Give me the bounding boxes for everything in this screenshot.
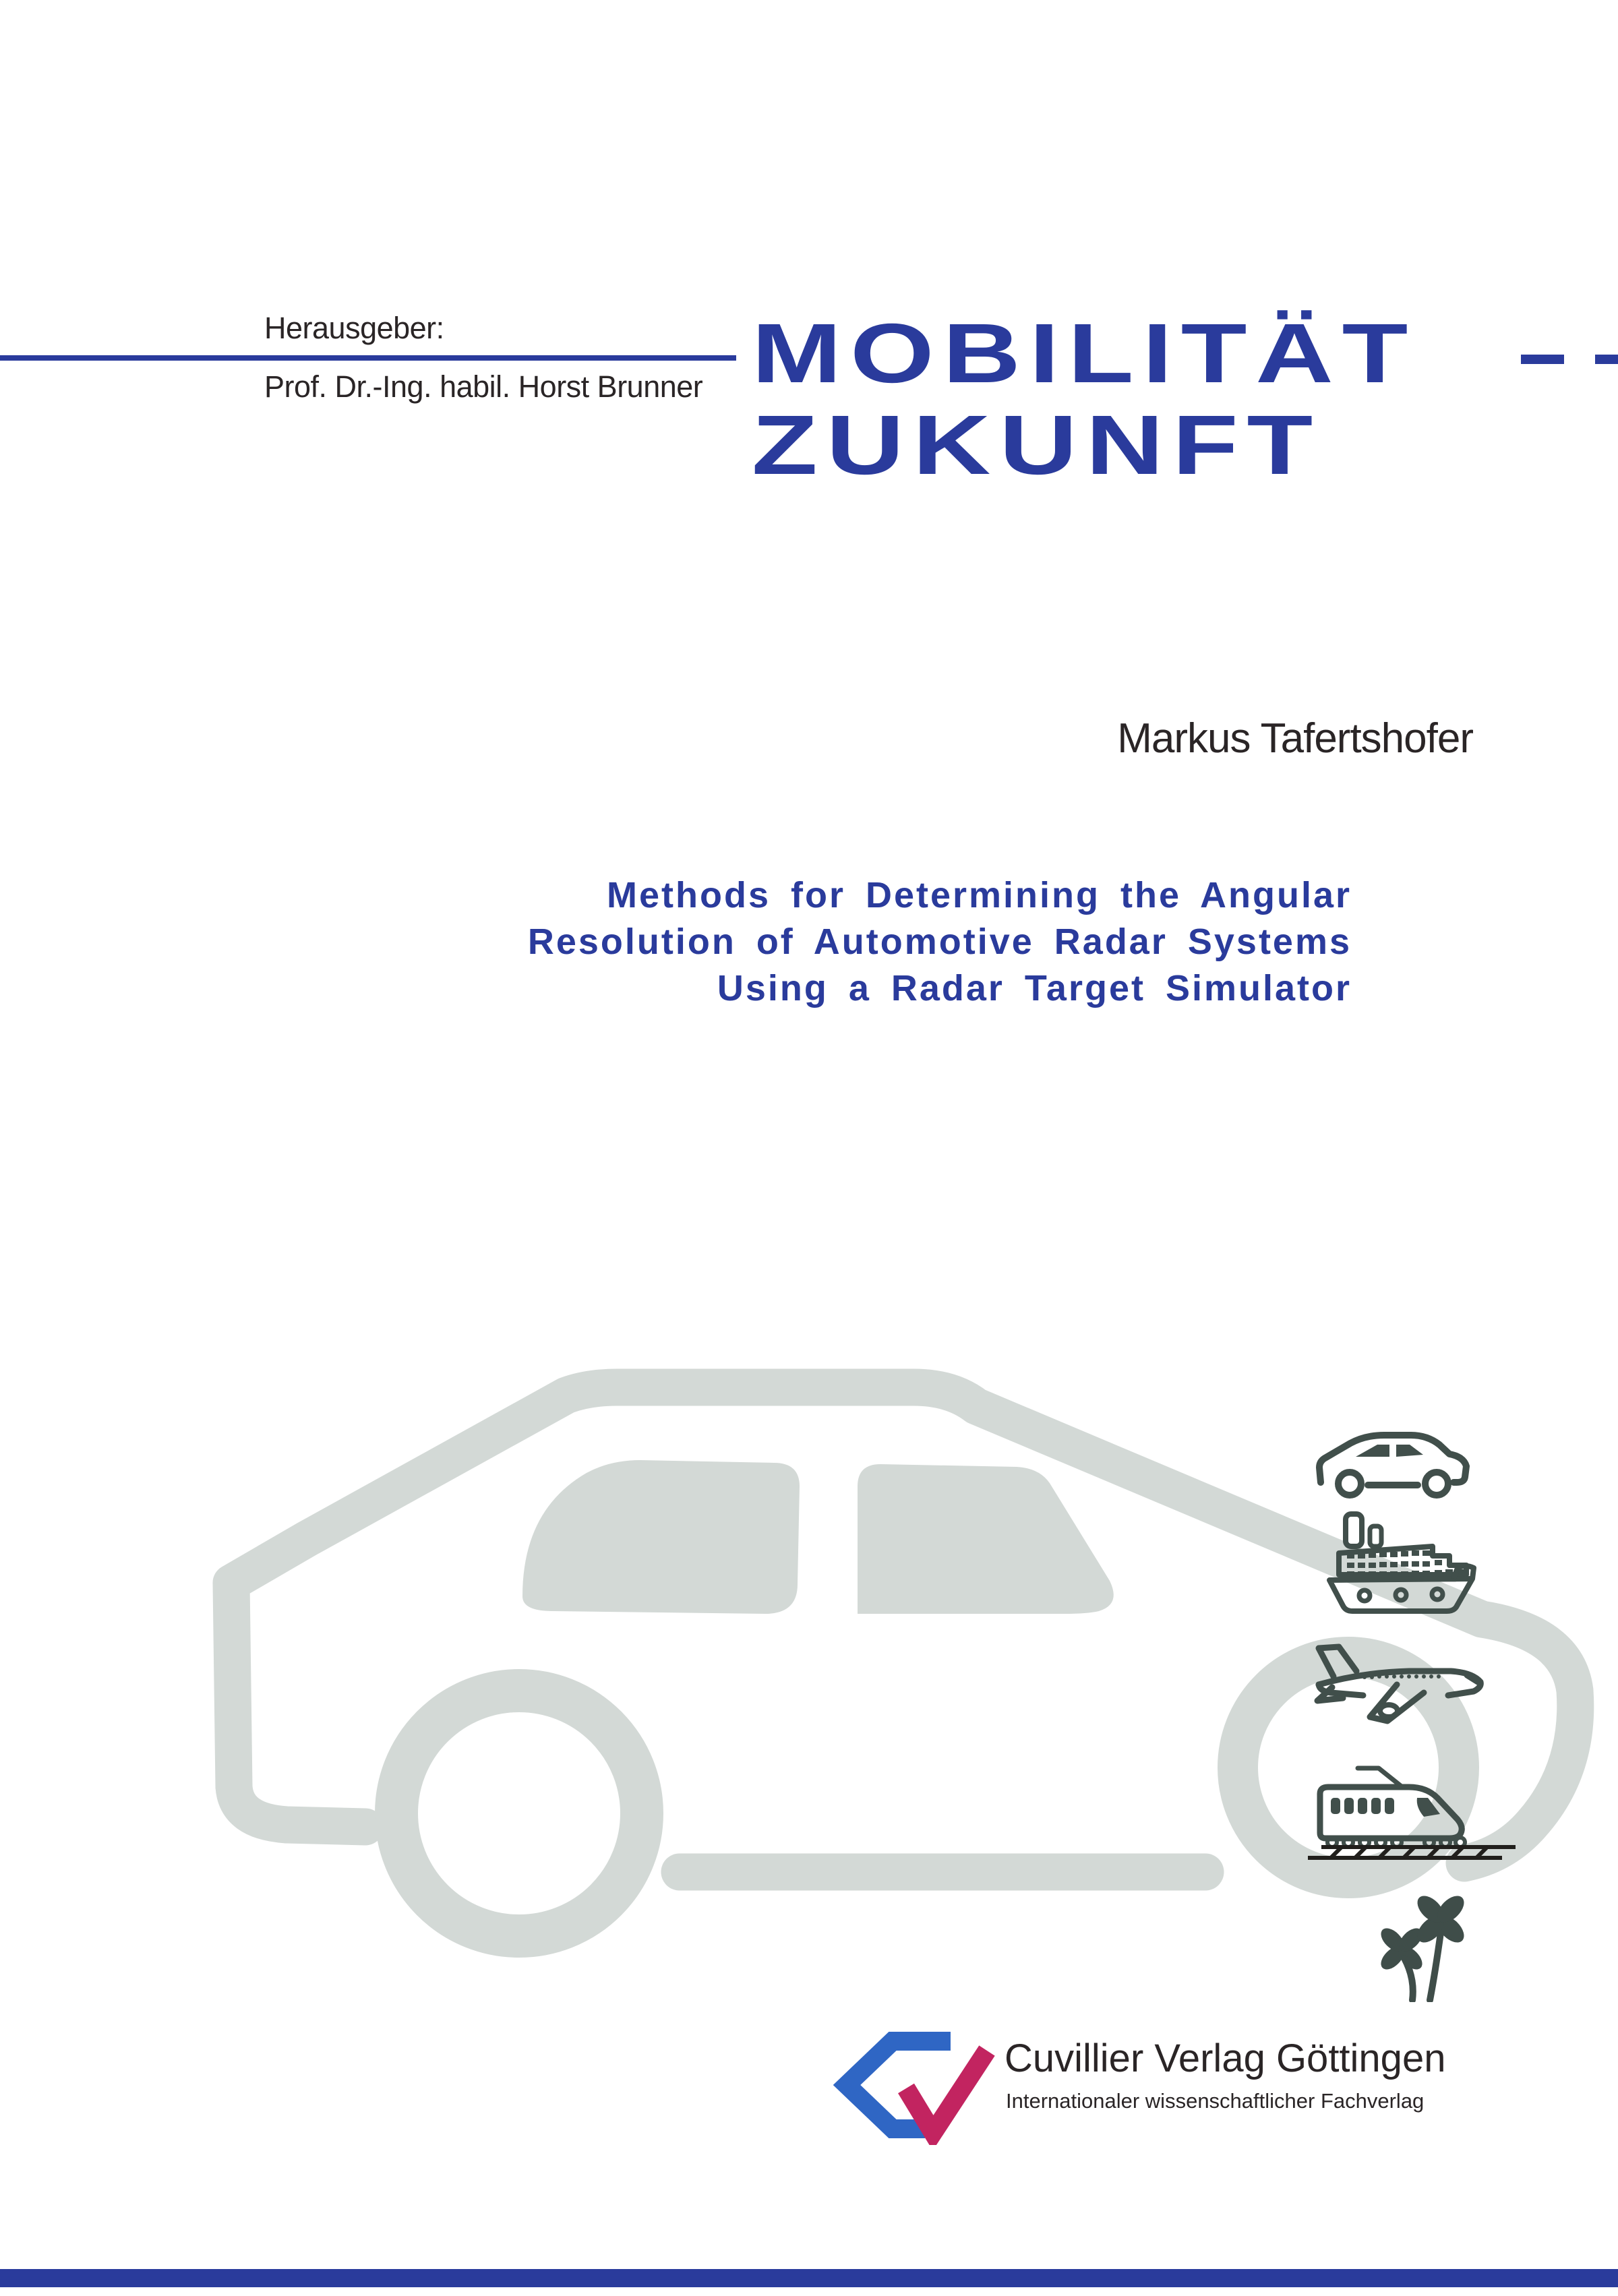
clover-icon <box>1372 1891 1476 2002</box>
publisher-header-label: Herausgeber: <box>264 311 444 345</box>
book-title-line2: Resolution of Automotive Radar Systems <box>527 922 1352 962</box>
author-name: Markus Tafertshofer <box>1117 715 1473 762</box>
car-icon <box>1311 1426 1473 1503</box>
bottom-accent-bar <box>0 2269 1618 2287</box>
publisher-name: Cuvillier Verlag Göttingen <box>1005 2036 1446 2080</box>
cuvillier-logo <box>831 2030 996 2145</box>
book-title-line1: Methods for Determining the Angular <box>606 875 1352 915</box>
publisher-subtitle: Internationaler wissenschaftlicher Fachverlag <box>1006 2089 1425 2113</box>
airplane-icon <box>1308 1641 1490 1736</box>
car-front-window <box>522 1460 800 1614</box>
ship-icon <box>1321 1505 1480 1618</box>
car-front-wheel <box>396 1691 642 1936</box>
train-icon <box>1301 1763 1524 1864</box>
series-title-line2: ZUKUNFT <box>752 398 1321 492</box>
header-rule <box>0 355 736 361</box>
car-front-bumper <box>234 1786 365 1827</box>
series-edge-dash <box>1595 355 1618 364</box>
book-title-line3: Using a Radar Target Simulator <box>717 968 1352 1008</box>
car-rear-window <box>858 1464 1114 1614</box>
editor-name: Prof. Dr.-Ing. habil. Horst Brunner <box>264 369 703 404</box>
series-dash <box>1521 355 1564 364</box>
book-title <box>528 872 1352 1012</box>
logo-red-check <box>906 2051 987 2133</box>
series-title-line1: MOBILITÄT <box>752 307 1417 400</box>
